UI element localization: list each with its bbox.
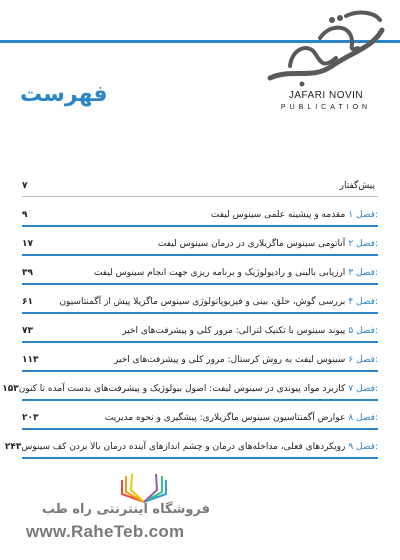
toc-chapter-label: فصل ۳:	[348, 268, 378, 278]
store-url[interactable]: www.RaheTeb.com	[26, 522, 185, 541]
toc-page-number: ۶۱	[22, 297, 33, 307]
toc-entry-title: پیوند سینوس با تکنیک لترالی: مرور کلی و پیشرفت‌های اخیر	[122, 326, 346, 336]
toc-row-chapter-6[interactable]	[22, 354, 378, 383]
toc-row-chapter-4[interactable]	[22, 296, 378, 325]
toc-page-number: ۱۷	[22, 239, 33, 249]
toc-divider	[22, 283, 378, 285]
store-watermark	[26, 472, 226, 552]
toc-chapter-label: فصل ۴:	[348, 297, 378, 307]
toc-divider	[22, 399, 378, 401]
toc-page-number: ۷۳	[22, 326, 33, 336]
toc-page-number: ۱۵۳	[2, 384, 19, 394]
toc-entry-title: مقدمه و پیشینه علمی سینوس لیفت	[210, 210, 346, 220]
publisher-calligraphy-mark	[262, 8, 390, 88]
toc-entry-title: پیش‌گفتار	[339, 181, 375, 191]
toc-entry-title: آناتومی سینوس ماگزیلاری در درمان سینوس لیفت	[157, 239, 346, 249]
toc-entry-title: کاربرد مواد پیوندی در سینوس لیفت: اصول بیولوژیک و پیشرفت‌های بدست آمده تا کنون	[18, 384, 346, 394]
toc-entry-title: عوارض آگمنتاسیون سینوس ماگزیلاری: پیشگیری و نحوه مدیریت	[104, 413, 346, 423]
publisher-logo	[262, 8, 390, 126]
book-rainbow-icon	[118, 472, 170, 504]
toc-chapter-label: فصل ۱:	[348, 210, 378, 220]
toc-page-number: ۲۰۳	[22, 413, 39, 423]
publisher-subtitle: PUBLICATION	[280, 104, 372, 111]
toc-divider	[22, 196, 378, 197]
toc-row-chapter-5[interactable]	[22, 325, 378, 354]
table-of-contents	[2, 180, 378, 470]
toc-page-number: ۳۹	[22, 268, 33, 278]
toc-divider	[22, 254, 378, 256]
toc-row-chapter-8[interactable]	[22, 412, 378, 441]
toc-divider	[22, 341, 378, 343]
toc-divider	[22, 428, 378, 430]
toc-chapter-label: فصل ۹:	[348, 442, 378, 452]
toc-chapter-label: فصل ۸:	[348, 413, 378, 423]
toc-row-chapter-9[interactable]	[4, 441, 378, 470]
toc-page-number: ۱۱۳	[22, 355, 39, 365]
toc-divider	[22, 312, 378, 314]
toc-chapter-label: فصل ۷:	[348, 384, 378, 394]
toc-entry-title: سینوس لیفت به روش کرستال: مرور کلی و پیشرفت‌های اخیر	[114, 355, 346, 365]
toc-chapter-label: فصل ۲:	[348, 239, 378, 249]
toc-divider	[22, 457, 378, 459]
toc-row-chapter-2[interactable]	[22, 238, 378, 267]
toc-chapter-label: فصل ۶:	[348, 355, 378, 365]
toc-row-chapter-7[interactable]	[2, 383, 378, 412]
publisher-name: JAFARI NOVIN	[288, 90, 364, 101]
toc-page-number: ۲۴۳	[4, 442, 22, 452]
toc-title: فهرست	[20, 82, 108, 107]
toc-row-chapter-1[interactable]	[22, 209, 378, 238]
toc-entry-title: رویکردهای فعلی، مداخله‌های درمان و چشم اندازهای آینده درمان بالا بردن کف سینوس	[21, 442, 346, 452]
toc-page-number: ۷	[22, 181, 28, 191]
toc-entry-title: ارزیابی بالینی و رادیولوژیک و برنامه ریزی جهت انجام سینوس لیفت	[93, 268, 346, 278]
store-name: فروشگاه اینترنتی راه طب	[41, 502, 210, 517]
toc-chapter-label: فصل ۵:	[348, 326, 378, 336]
toc-row-chapter-3[interactable]	[22, 267, 378, 296]
toc-divider	[22, 225, 378, 227]
toc-page-number: ۹	[22, 210, 28, 220]
toc-entry-title: بررسی گوش، حلق، بینی و فیزیوپاتولوژی سینوس ماگزیلا پیش از آگمنتاسیون	[59, 297, 346, 307]
toc-row-preface[interactable]	[22, 180, 378, 209]
toc-divider	[22, 370, 378, 372]
